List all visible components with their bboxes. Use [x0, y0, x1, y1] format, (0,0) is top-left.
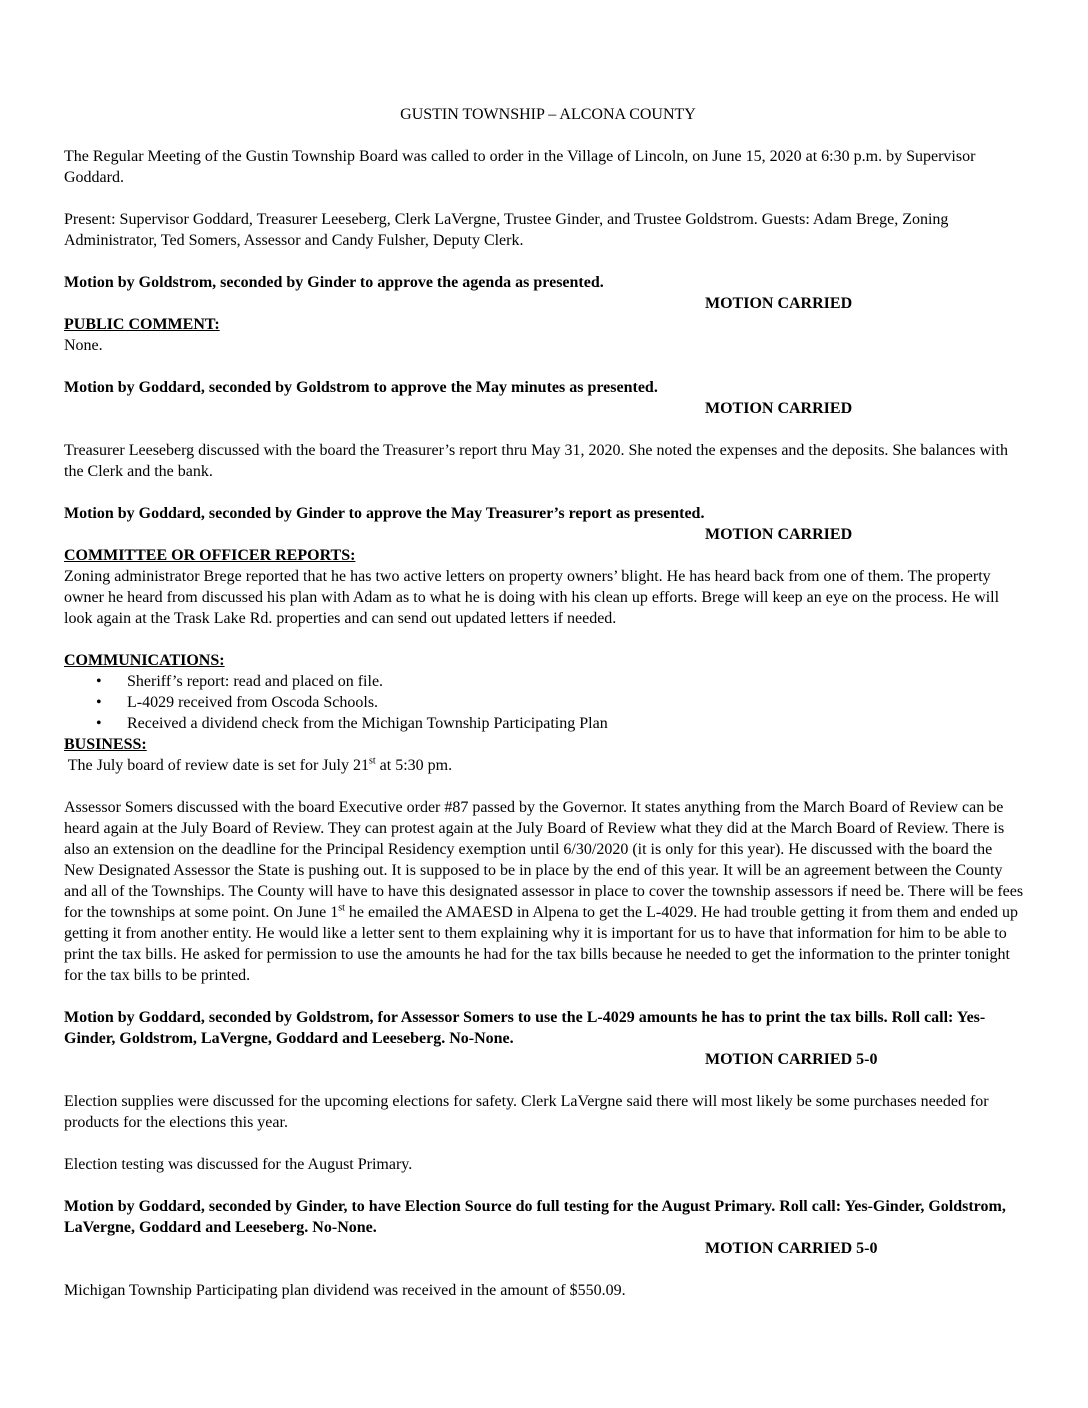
communications-heading: COMMUNICATIONS: — [64, 652, 225, 669]
motion-treasurer: Motion by Goddard, seconded by Ginder to approve the May Treasurer’s report as presented. — [64, 505, 705, 522]
election-testing-paragraph: Election testing was discussed for the August Primary. — [64, 1156, 413, 1173]
dividend-paragraph: Michigan Township Participating plan dividend was received in the amount of $550.09. — [64, 1282, 626, 1299]
bullet-icon: • — [96, 715, 102, 732]
intro-paragraph: The Regular Meeting of the Gustin Township Board was called to order in the Village of Lincoln, on June 15, 2020 at 6:30 p.m. by Supervisor Goddard. — [64, 148, 976, 186]
public-comment-text: None. — [64, 337, 103, 354]
list-item: • Received a dividend check from the Michigan Township Participating Plan — [96, 715, 608, 732]
attendance-paragraph: Present: Supervisor Goddard, Treasurer Leeseberg, Clerk LaVergne, Trustee Ginder, and Trustee Goldstrom. Guests: Adam Brege, Zoning Administrator, Ted Somers, Assessor and Candy Fulsher, Deputy Clerk. — [64, 211, 949, 249]
business-heading: BUSINESS: — [64, 736, 147, 753]
board-of-review-date: The July board of review date is set for July 21st at 5:30 pm. — [64, 755, 453, 774]
motion-carried-minutes: MOTION CARRIED — [705, 400, 853, 417]
motion-election: Motion by Goddard, seconded by Ginder, to have Election Source do full testing for the August Primary. Roll call: Yes-Ginder, Goldstrom, LaVergne, Goddard and Leeseberg. No-None. — [64, 1198, 1006, 1236]
motion-carried-treasurer: MOTION CARRIED — [705, 526, 853, 543]
committee-paragraph: Zoning administrator Brege reported that he has two active letters on property owners’ blight. He has heard back from one of them. The property owner he heard from discussed his plan with Adam as to what he is doing with his clean up efforts. Brege will keep an eye on the process. He will look again at the Trask Lake Rd. properties and can send out updated letters if needed. — [64, 568, 1000, 627]
motion-carried-assessor: MOTION CARRIED 5-0 — [705, 1051, 878, 1068]
election-supplies-paragraph: Election supplies were discussed for the upcoming elections for safety. Clerk LaVergne said there will most likely be some purchases needed for products for the elections this year. — [64, 1093, 989, 1131]
assessor-paragraph: Assessor Somers discussed with the board Executive order #87 passed by the Governor. It states anything from the March Board of Review can be heard again at the July Board of Review. They can protest again at the July Board of Review what they did at the March Board of Review. There is also an extension on the deadline for the Principal Residency exemption until 6/30/2020 (it is only for this year). He discussed with the board the New Designated Assessor the State is pushing out. It is supposed to be in place by the end of this year. It will be an agreement between the County and all of the Townships. The County will have to have this designated assessor in place to cover the township assessors if need be. There will be fees for the townships at some point. On June 1st he emailed the AMAESD in Alpena to get the L-4029. He had trouble getting it from them and ended up getting it from another entity. He would like a letter sent to them explaining why it is important for us to have that information for him to be able to print the tax bills. He asked for permission to use the amounts he had for the tax bills because he needed to get the information to the printer tonight for the tax bills to be printed. — [64, 799, 1024, 984]
list-item: • Sheriff’s report: read and placed on file. — [96, 673, 384, 690]
motion-carried-agenda: MOTION CARRIED — [705, 295, 853, 312]
motion-minutes: Motion by Goddard, seconded by Goldstrom to approve the May minutes as presented. — [64, 379, 658, 396]
bullet-icon: • — [96, 694, 102, 711]
public-comment-heading: PUBLIC COMMENT: — [64, 316, 220, 333]
motion-carried-election: MOTION CARRIED 5-0 — [705, 1240, 878, 1257]
list-item: • L-4029 received from Oscoda Schools. — [96, 694, 379, 711]
committee-heading: COMMITTEE OR OFFICER REPORTS: — [64, 547, 356, 564]
treasurer-paragraph: Treasurer Leeseberg discussed with the board the Treasurer’s report thru May 31, 2020. She noted the expenses and the deposits. She balances with the Clerk and the bank. — [64, 442, 1008, 480]
motion-assessor: Motion by Goddard, seconded by Goldstrom, for Assessor Somers to use the L-4029 amounts he has to print the tax bills. Roll call: Yes-Ginder, Goldstrom, LaVergne, Goddard and Leeseberg. No-None. — [64, 1009, 986, 1047]
bullet-icon: • — [96, 673, 102, 690]
communications-list — [64, 671, 1024, 734]
motion-agenda: Motion by Goldstrom, seconded by Ginder to approve the agenda as presented. — [64, 274, 604, 291]
document-title: GUSTIN TOWNSHIP – ALCONA COUNTY — [400, 106, 696, 123]
